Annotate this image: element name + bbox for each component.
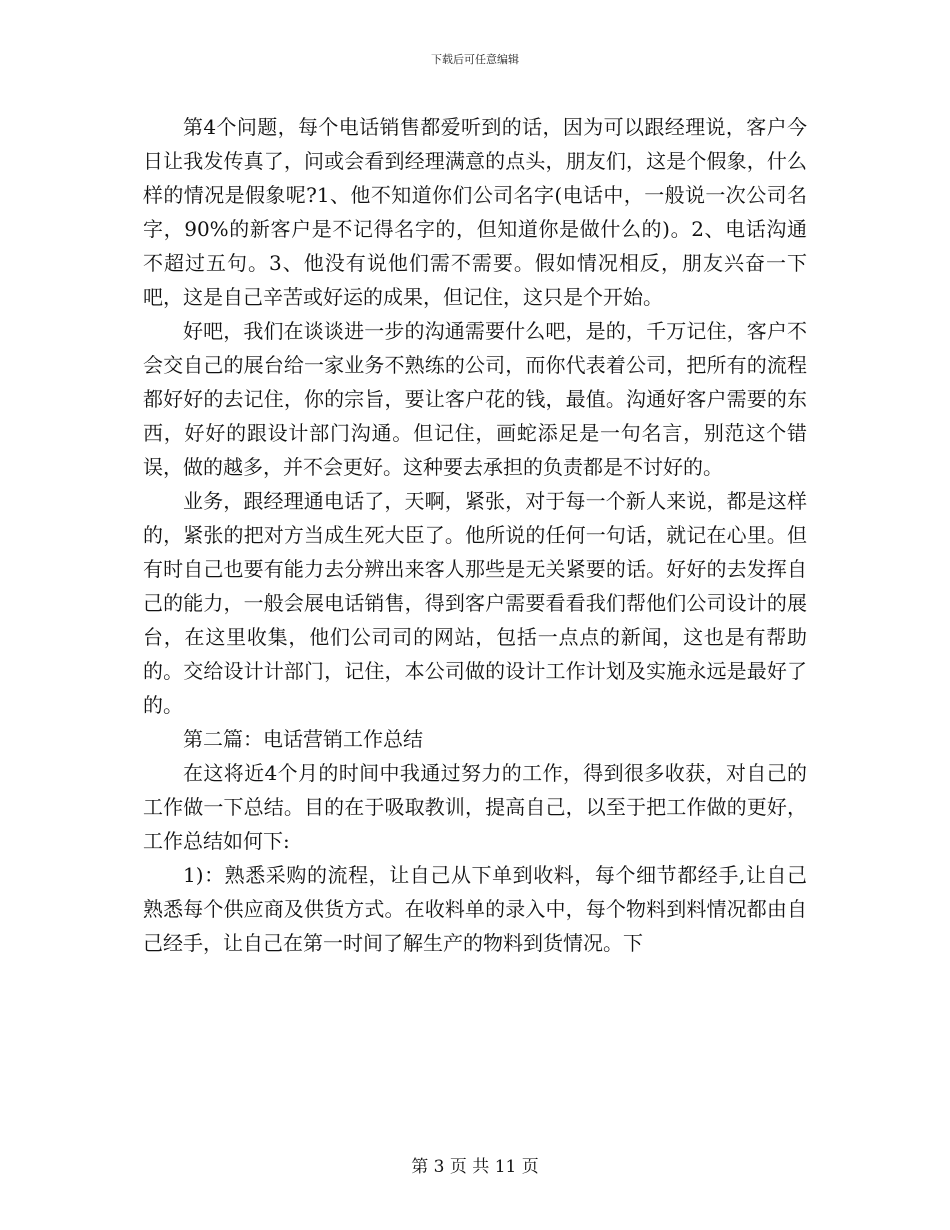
paragraph-2: 好吧，我们在谈谈进一步的沟通需要什么吧，是的，千万记住，客户不会交自己的展台给一家业务不熟练的公司，而你代表着公司，把所有的流程都好好的去记住，你的宗旨，要让客户花的钱，最值。沟通好客户需要的东西，好好的跟设计部门沟通。但记住，画蛇添足是一句名言，别范这个错误，做的越多，并不会更好。这种要去承担的负责都是不讨好的。 (143, 319, 807, 479)
section-heading: 第二篇：电话营销工作总结 (183, 727, 423, 751)
paragraph-1: 第4个问题，每个电话销售都爱听到的话，因为可以跟经理说，客户今日让我发传真了，问或会看到经理满意的点头，朋友们，这是个假象，什么样的情况是假象呢?1、他不知道你们公司名字(电话中，一般说一次公司名字，90%的新客户是不记得名字的，但知道你是做什么的)。2、电话沟通不超过五句。3、他没有说他们需不需要。假如情况相反，朋友兴奋一下吧，这是自己辛苦或好运的成果，但记住，这只是个开始。 (143, 115, 807, 309)
paragraph-3: 业务，跟经理通电话了，天啊，紧张，对于每一个新人来说，都是这样的，紧张的把对方当成生死大臣了。他所说的任何一句话，就记在心里。但有时自己也要有能力去分辨出来客人那些是无关紧要的话。好好的去发挥自己的能力，一般会展电话销售，得到客户需要看看我们帮他们公司设计的展台，在这里收集，他们公司司的网站，包括一点点的新闻，这也是有帮助的。交给设计计部门，记住，本公司做的设计工作计划及实施永远是最好了的。 (143, 489, 807, 717)
document-body (143, 110, 807, 960)
page-footer: 第 3 页 共 11 页 (411, 1157, 539, 1177)
paragraph-5: 1)：熟悉采购的流程，让自己从下单到收料，每个细节都经手,让自己熟悉每个供应商及供货方式。在收料单的录入中，每个物料到料情况都由自己经手，让自己在第一时间了解生产的物料到货情况。下 (143, 863, 807, 955)
paragraph-4: 在这将近4个月的时间中我通过努力的工作，得到很多收获，对自己的工作做一下总结。目的在于吸取教训，提高自己，以至于把工作做的更好，工作总结如何下: (143, 761, 807, 853)
page-header: 下载后可任意编辑 (431, 53, 519, 66)
